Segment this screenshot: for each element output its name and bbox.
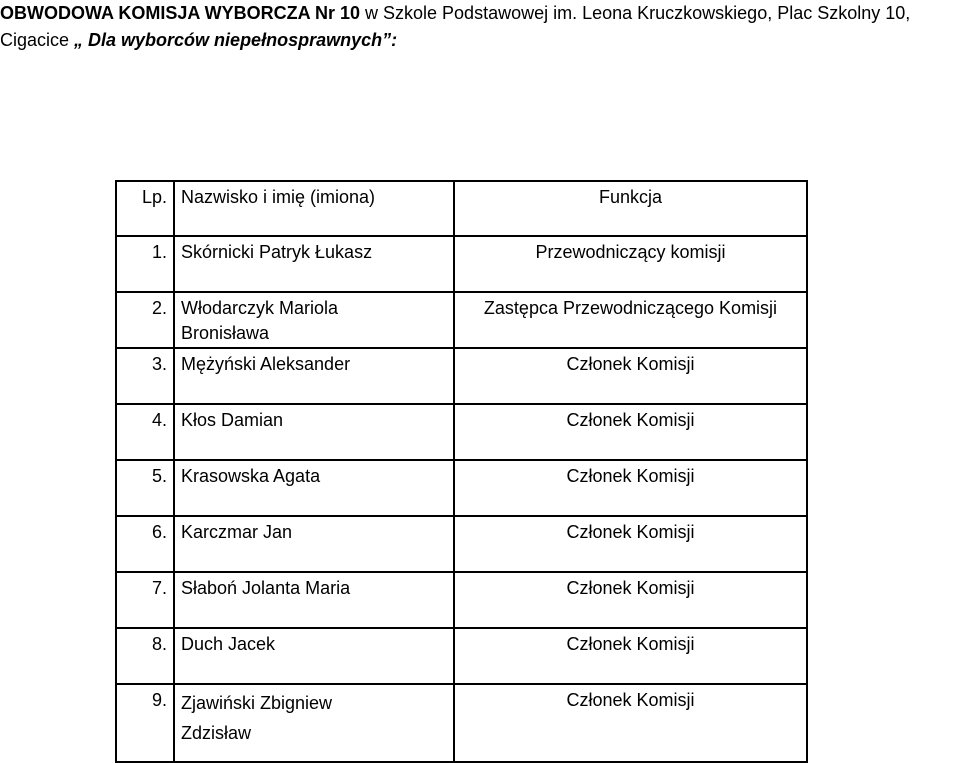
commission-town: Cigacice	[0, 30, 75, 50]
row-lp: 8.	[116, 628, 174, 684]
row-name: Słaboń Jolanta Maria	[174, 572, 454, 628]
table-row	[116, 516, 807, 572]
row-function: Członek Komisji	[454, 404, 807, 460]
table-row	[116, 292, 807, 348]
commission-title: OBWODOWA KOMISJA WYBORCZA Nr 10	[0, 3, 361, 23]
row-name: Krasowska Agata	[174, 460, 454, 516]
header-lp: Lp.	[116, 181, 174, 236]
commission-note: „ Dla wyborców niepełnosprawnych”:	[74, 30, 398, 50]
heading-line-2	[0, 27, 397, 54]
row-name: Skórnicki Patryk Łukasz	[174, 236, 454, 292]
commission-location: w Szkole Podstawowej im. Leona Kruczkowskiego, Plac Szkolny 10,	[360, 3, 911, 23]
row-name: Duch Jacek	[174, 628, 454, 684]
header-name: Nazwisko i imię (imiona)	[174, 181, 454, 236]
row-lp: 6.	[116, 516, 174, 572]
table-row	[116, 460, 807, 516]
row-lp: 2.	[116, 292, 174, 348]
row-lp: 1.	[116, 236, 174, 292]
members-table	[115, 180, 808, 763]
row-function: Członek Komisji	[454, 628, 807, 684]
row-function: Członek Komisji	[454, 460, 807, 516]
row-name: Zjawiński Zbigniew Zdzisław	[174, 684, 454, 762]
row-function: Zastępca Przewodniczącego Komisji	[454, 292, 807, 348]
heading-line-1	[0, 0, 910, 27]
row-lp: 4.	[116, 404, 174, 460]
table-header-row	[116, 181, 807, 236]
table-row	[116, 684, 807, 762]
table-row	[116, 236, 807, 292]
row-function: Członek Komisji	[454, 684, 807, 762]
header-function: Funkcja	[454, 181, 807, 236]
row-name: Karczmar Jan	[174, 516, 454, 572]
table-row	[116, 628, 807, 684]
table-row	[116, 404, 807, 460]
row-lp: 9.	[116, 684, 174, 762]
row-name: Mężyński Aleksander	[174, 348, 454, 404]
row-function: Członek Komisji	[454, 348, 807, 404]
row-name-continued: Bronisława	[181, 323, 270, 343]
row-name-continued: Zdzisław	[181, 723, 252, 743]
row-lp: 3.	[116, 348, 174, 404]
row-name: Włodarczyk Mariola Bronisława	[174, 292, 454, 348]
row-function: Członek Komisji	[454, 572, 807, 628]
row-lp: 5.	[116, 460, 174, 516]
row-lp: 7.	[116, 572, 174, 628]
table-row	[116, 572, 807, 628]
table-row	[116, 348, 807, 404]
row-function: Członek Komisji	[454, 516, 807, 572]
row-function: Przewodniczący komisji	[454, 236, 807, 292]
row-name: Kłos Damian	[174, 404, 454, 460]
